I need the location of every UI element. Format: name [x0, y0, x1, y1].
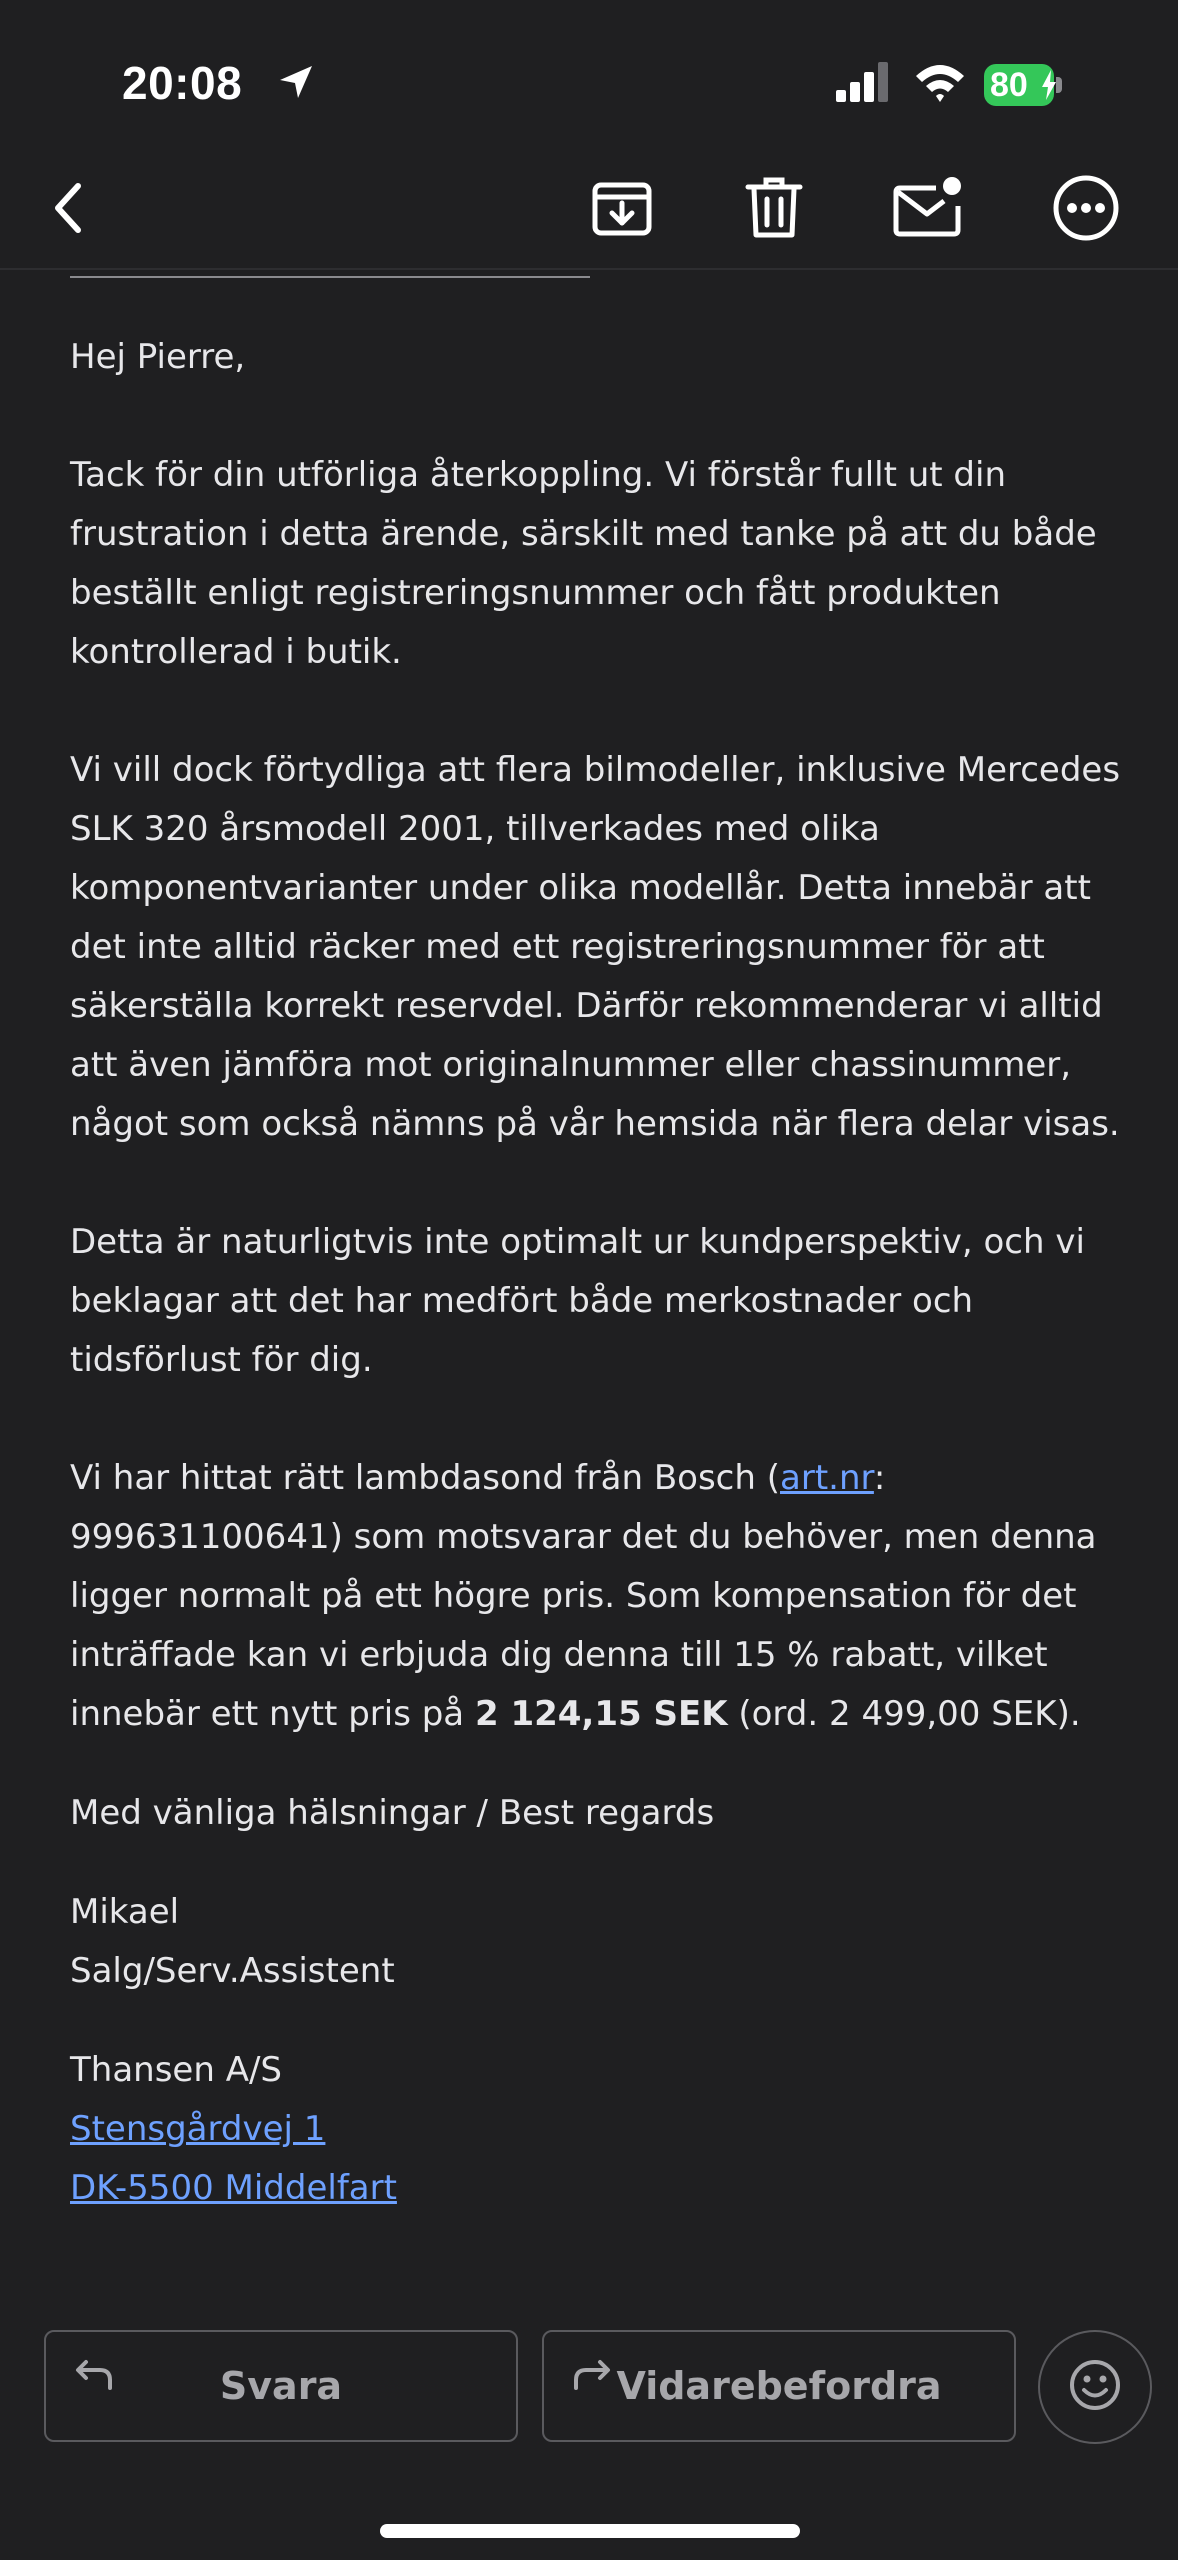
address-link-street[interactable]: Stensgårdvej 1: [70, 2109, 326, 2149]
battery-indicator: [984, 64, 1066, 106]
archive-button[interactable]: [586, 174, 658, 246]
more-button[interactable]: [1050, 174, 1122, 246]
clock: 20:08: [122, 57, 243, 109]
trash-icon: [744, 175, 804, 245]
reply-button[interactable]: [44, 2330, 518, 2442]
paragraph-explanation: Vi vill dock förtydliga att flera bilmodeller, inklusive Mercedes SLK 320 årsmodell 2001, tillverkades med olika komponentvarianter under olika modellår. Detta innebär att det inte alltid räcker med ett registreringsnummer för att säkerställa korrekt reservdel. Därför rekommenderar vi alltid att även jämföra mot originalnummer eller chassinummer, något som också nämns på vår hemsida när flera delar visas.: [70, 750, 1121, 1144]
sender-name: Mikael: [70, 1892, 180, 1932]
mark-unread-icon: [892, 176, 964, 244]
status-bar: [0, 0, 1178, 150]
quote-divider: [70, 276, 590, 278]
archive-icon: [589, 175, 655, 245]
sender-title: Salg/Serv.Assistent: [70, 1951, 395, 1991]
address-link-city[interactable]: DK-5500 Middelfart: [70, 2168, 397, 2208]
bottom-action-bar: [0, 2300, 1178, 2560]
home-indicator: [380, 2524, 800, 2538]
reply-label: Svara: [219, 2364, 343, 2408]
delete-button[interactable]: [738, 174, 810, 246]
forward-label: Vidarebefordra: [616, 2364, 942, 2408]
message-body: [0, 268, 1178, 2300]
greeting: Hej Pierre,: [70, 337, 246, 377]
emoji-reaction-button[interactable]: [1038, 2330, 1152, 2444]
message-toolbar: [0, 150, 1178, 270]
paragraph-acknowledgement: Tack för din utförliga återkoppling. Vi förstår fullt ut din frustration i detta ärende, särskilt med tanke på att du både beställt enligt registreringsnummer och fått produkten kontrollerad i butik.: [70, 455, 1097, 672]
offer-price: 2 124,15 SEK: [474, 1694, 728, 1734]
signature: [70, 1784, 1130, 2218]
paragraph-apology: Detta är naturligtvis inte optimalt ur kundperspektiv, och vi beklagar att det har medfört både merkostnader och tidsförlust för dig.: [70, 1222, 1085, 1380]
charging-bolt-icon: [1040, 70, 1058, 104]
smiley-icon: [1067, 2357, 1123, 2417]
battery-percent: 80: [990, 66, 1028, 104]
mark-unread-button[interactable]: [892, 174, 964, 246]
cellular-signal-icon: [834, 60, 894, 108]
closing: Med vänliga hälsningar / Best regards: [70, 1793, 715, 1833]
forward-button[interactable]: [542, 2330, 1016, 2442]
paragraph-offer: Vi har hittat rätt lambdasond från Bosch (art.nr: 999631100641) som motsvarar det du behöver, men denna ligger normalt på ett högre pris. Som kompensation för det inträffade kan vi erbjuda dig denna till 15 % rabatt, vilket innebär ett nytt pris på 2 124,15 SEK (ord. 2 499,00 SEK).: [70, 1458, 1097, 1734]
company-name: Thansen A/S: [70, 2050, 282, 2090]
location-arrow-icon: [276, 62, 316, 106]
wifi-icon: [912, 60, 968, 108]
art-nr-link[interactable]: art.nr: [780, 1458, 874, 1498]
more-icon: [1052, 174, 1120, 246]
chevron-left-icon: [48, 180, 88, 240]
back-button[interactable]: [32, 174, 104, 246]
